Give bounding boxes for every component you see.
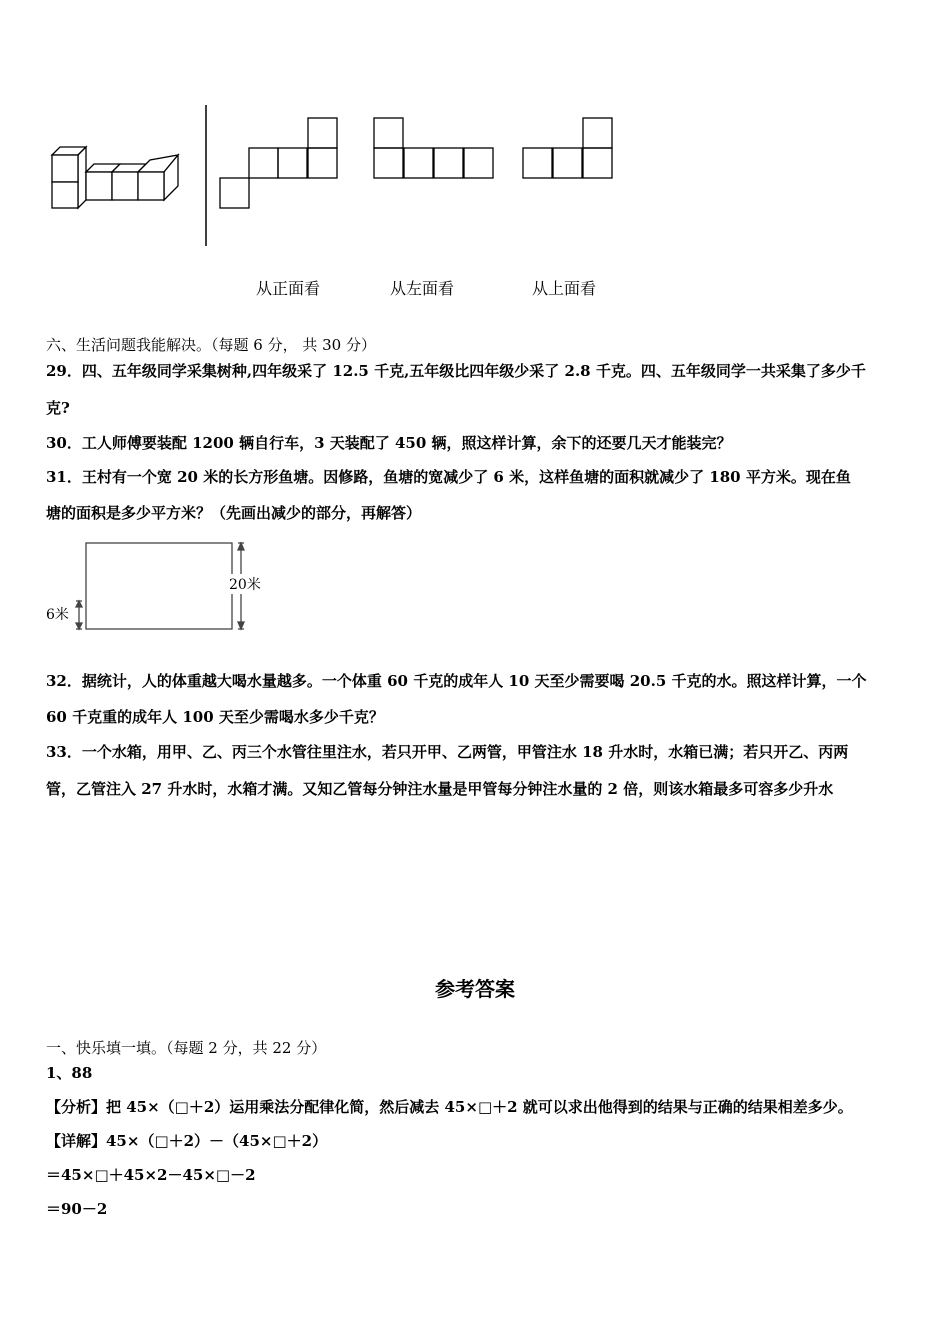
- question-31-line2: 塘的面积是多少平方米？（先画出减少的部分，再解答）: [46, 504, 422, 522]
- question-33-line2: 管，乙管注入 27 升水时，水箱才满。又知乙管每分钟注水量是甲管每分钟注水量的 2 倍，则该水箱最多可容多少升水: [46, 780, 834, 798]
- question-31-line1: 31．王村有一个宽 20 米的长方形鱼塘。因修路，鱼塘的宽减少了 6 米，这样鱼塘的面积就减少了 180 平方米。现在鱼: [46, 468, 851, 486]
- answer-1-step-1: ＝45×□＋45×2－45×□－2: [46, 1166, 256, 1184]
- answer-1-detail: 【详解】45×（□＋2）－（45×□＋2）: [46, 1132, 328, 1150]
- top-view-label: 从上面看: [532, 279, 597, 298]
- question-32-line1: 32．据统计，人的体重越大喝水量越多。一个体重 60 千克的成年人 10 天至少需要喝 20.5 千克的水。照这样计算，一个: [46, 672, 867, 690]
- question-32-line2: 60 千克重的成年人 100 天至少需喝水多少千克？: [46, 708, 384, 726]
- front-view-label: 从正面看: [256, 279, 321, 298]
- answers-title: 参考答案: [435, 977, 515, 1001]
- question-29-line2: 克?: [46, 399, 70, 417]
- question-33-line1: 33．一个水箱，用甲、乙、丙三个水管往里注水，若只开甲、乙两管，甲管注水 18 升水时，水箱已满；若只开乙、丙两: [46, 743, 849, 761]
- cube-structure-figure: [0, 0, 950, 260]
- section-6-heading: 六、生活问题我能解决。（每题 6 分， 共 30 分）: [46, 336, 376, 354]
- answer-1-step-2: ＝90－2: [46, 1200, 108, 1218]
- answer-1-analysis: 【分析】把 45×（□＋2）运用乘法分配律化简，然后减去 45×□＋2 就可以求出他得到的结果与正确的结果相差多少。: [46, 1098, 853, 1116]
- reduction-6m-label: 6米: [46, 607, 69, 623]
- question-30: 30．工人师傅要装配 1200 辆自行车，3 天装配了 450 辆，照这样计算，余下的还要几天才能装完？: [46, 434, 732, 452]
- width-20m-label: 20米: [228, 574, 262, 594]
- answers-section-1-heading: 一、快乐填一填。（每题 2 分，共 22 分）: [46, 1039, 327, 1057]
- left-view-label: 从左面看: [390, 279, 455, 298]
- question-29-line1: 29．四、五年级同学采集树种,四年级采了 12.5 千克,五年级比四年级少采了 2.8 千克。四、五年级同学一共采集了多少千: [46, 362, 866, 380]
- answer-1: 1、88: [46, 1064, 93, 1082]
